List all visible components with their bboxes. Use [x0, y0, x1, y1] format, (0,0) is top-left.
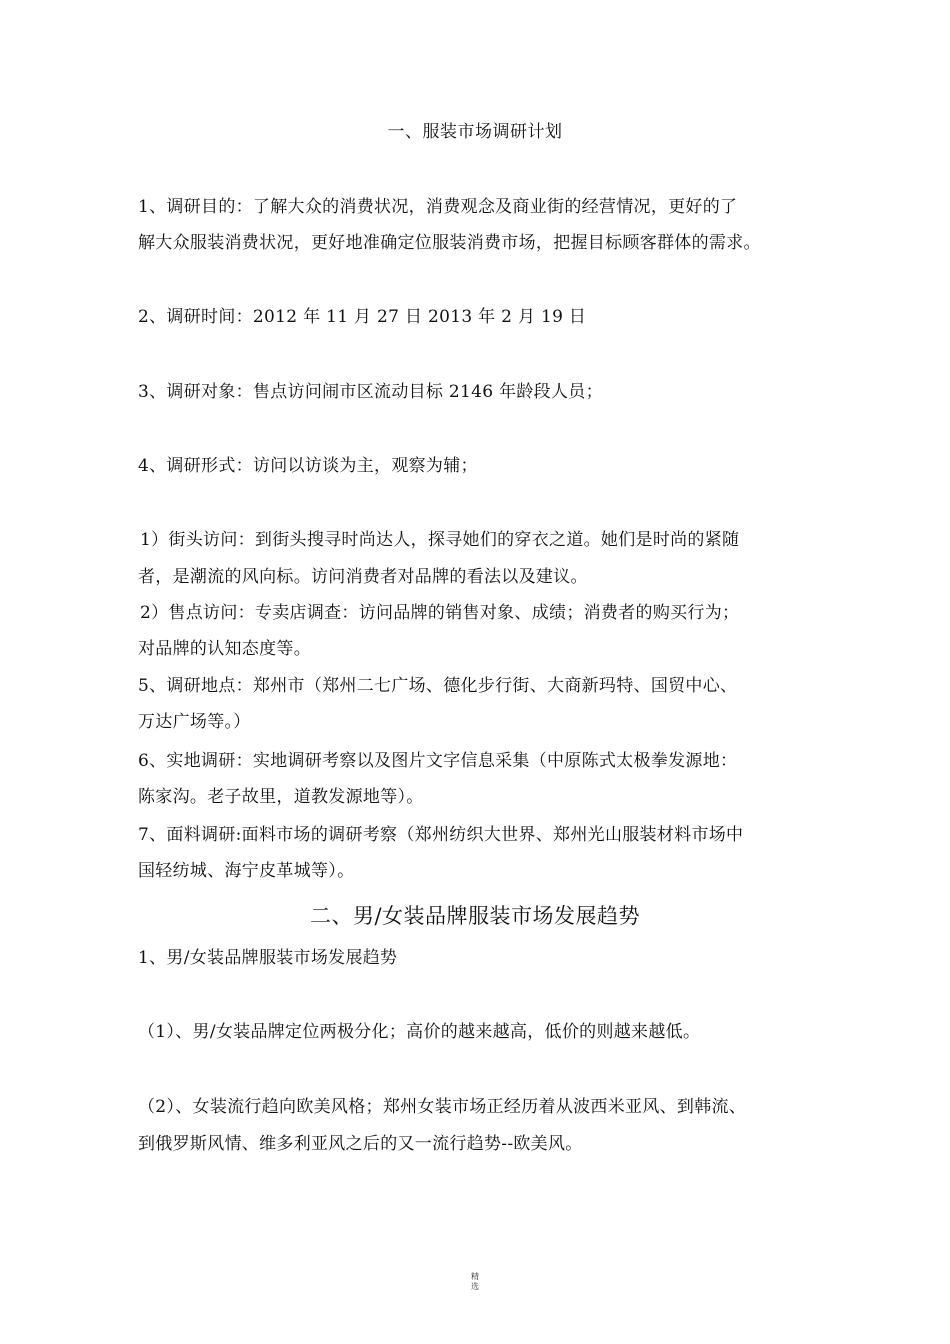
field-research-line-1: 6、实地调研：实地调研考察以及图片文字信息采集（中原陈式太极拳发源地：: [138, 751, 738, 771]
location-line-1: 5、调研地点：郑州市（郑州二七广场、德化步行街、大商新玛特、国贸中心、: [138, 676, 738, 696]
trend-point-2-line-2: 到俄罗斯风情、维多利亚风之后的又一流行趋势--欧美风。: [138, 1134, 583, 1154]
trend-point-1: （1）、男/女装品牌定位两极分化；高价的越来越高，低价的则越来越低。: [138, 1022, 701, 1042]
store-visit-line-1: 2）售点访问：专卖店调查：访问品牌的销售对象、成绩；消费者的购买行为；: [140, 603, 740, 623]
section-title-2: 二、男/女装品牌服装市场发展趋势: [309, 904, 641, 928]
footer-mark-2: 选: [471, 1282, 479, 1291]
fabric-research-line-2: 国轻纺城、海宁皮革城等）。: [138, 861, 355, 881]
street-visit-line-2: 者，是潮流的风向标。访问消费者对品牌的看法以及建议。: [138, 567, 588, 587]
target-line: 3、调研对象：售点访问闹市区流动目标 2146 年龄段人员；: [138, 382, 603, 402]
field-research-line-2: 陈家沟。老子故里，道教发源地等）。: [138, 787, 424, 807]
trend-heading: 1、男/女装品牌服装市场发展趋势: [138, 948, 398, 968]
fabric-research-line-1: 7、面料调研:面料市场的调研考察（郑州纺织大世界、郑州光山服装材料市场中: [138, 825, 744, 845]
street-visit-line-1: 1）街头访问：到街头搜寻时尚达人，探寻她们的穿衣之道。她们是时尚的紧随: [140, 530, 740, 550]
footer-mark-1: 精: [471, 1272, 479, 1281]
purpose-line-1: 1、调研目的：了解大众的消费状况，消费观念及商业街的经营情况，更好的了: [138, 197, 738, 217]
purpose-line-2: 解大众服装消费状况，更好地准确定位服装消费市场，把握目标顾客群体的需求。: [138, 233, 761, 253]
store-visit-line-2: 对品牌的认知态度等。: [138, 639, 311, 659]
form-line: 4、调研形式：访问以访谈为主，观察为辅；: [138, 456, 478, 476]
time-line: 2、调研时间：2012 年 11 月 27 日 2013 年 2 月 19 日: [138, 307, 587, 327]
section-title-1: 一、服装市场调研计划: [387, 122, 563, 142]
trend-point-2-line-1: （2）、女装流行趋向欧美风格；郑州女装市场正经历着从波西米亚风、到韩流、: [138, 1097, 747, 1117]
location-line-2: 万达广场等。）: [138, 712, 251, 732]
